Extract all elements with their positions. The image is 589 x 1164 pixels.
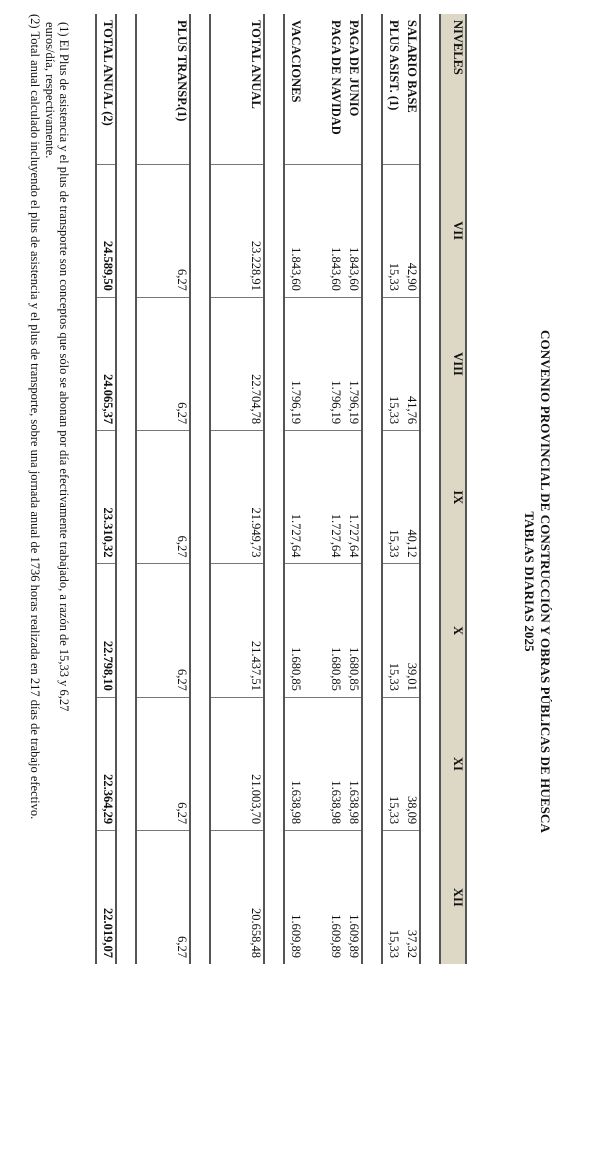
cell-value: 21.949,73 bbox=[210, 431, 264, 564]
table-row bbox=[401, 14, 420, 964]
cell-value: 1.609,89 bbox=[343, 831, 362, 964]
header-level-ix: IX bbox=[440, 431, 466, 564]
cell-value: 1.727,64 bbox=[343, 431, 362, 564]
row-label: PAGA DE NAVIDAD bbox=[329, 20, 343, 135]
cell-value: 37,32 bbox=[401, 831, 420, 964]
cell-value: 1.796,19 bbox=[284, 297, 303, 430]
spacer-row bbox=[116, 14, 136, 964]
cell-value: 24.589,50 bbox=[96, 164, 116, 297]
header-level-xii: XII bbox=[440, 831, 466, 964]
row-label: PLUS ASIST. (1) bbox=[382, 14, 401, 164]
cell-value: 1.680,85 bbox=[303, 564, 343, 697]
cell-value: 6,27 bbox=[136, 297, 190, 430]
cell-value: 22.364,29 bbox=[96, 697, 116, 830]
table-row bbox=[136, 14, 190, 964]
cell-value: 15,33 bbox=[382, 164, 401, 297]
cell-value: 1.727,64 bbox=[284, 431, 303, 564]
table-row bbox=[303, 14, 343, 964]
row-label: VACACIONES bbox=[284, 14, 303, 164]
row-label: PLUS TRANSP.(1) bbox=[136, 14, 190, 164]
cell-value: 40,12 bbox=[401, 431, 420, 564]
spacer-row bbox=[264, 14, 284, 964]
footnote-2: (2) Total anual calculado incluyendo el plus de asistencia y el plus de transporte, sobre una jornada anual de 1736 horas realizada en 217 días de trabajo efectivo. bbox=[28, 14, 42, 820]
cell-value: 21.003,70 bbox=[210, 697, 264, 830]
cell-value: 6,27 bbox=[136, 697, 190, 830]
header-level-viii: VIII bbox=[440, 297, 466, 430]
cell-value: 1.680,85 bbox=[284, 564, 303, 697]
row-label: TOTAL ANUAL (2) bbox=[96, 14, 116, 164]
document-title: CONVENIO PROVINCIAL DE CONSTRUCCIÓN Y OBRAS PÚBLICAS DE HUESCA bbox=[538, 330, 553, 833]
spacer-row bbox=[190, 14, 210, 964]
cell-value: 1.843,60 bbox=[343, 164, 362, 297]
cell-value: 6,27 bbox=[136, 831, 190, 964]
cell-value: 23.310,32 bbox=[96, 431, 116, 564]
cell-value: 1.638,98 bbox=[343, 697, 362, 830]
cell-value: 23.228,91 bbox=[210, 164, 264, 297]
cell-value: 6,27 bbox=[136, 431, 190, 564]
cell-value: 1.796,19 bbox=[343, 297, 362, 430]
table-row bbox=[284, 14, 303, 964]
footnotes bbox=[27, 14, 71, 1164]
header-level-x: X bbox=[440, 564, 466, 697]
cell-value: 1.843,60 bbox=[303, 164, 343, 297]
cell-value: 1.796,19 bbox=[303, 297, 343, 430]
cell-value: 15,33 bbox=[382, 564, 401, 697]
cell-value: 1.638,98 bbox=[284, 697, 303, 830]
table-row bbox=[343, 14, 362, 964]
spacer-row bbox=[420, 14, 440, 964]
table-header-row bbox=[440, 14, 466, 964]
table-row-total bbox=[96, 14, 116, 964]
cell-value: 15,33 bbox=[382, 431, 401, 564]
cell-value: 24.065,37 bbox=[96, 297, 116, 430]
cell-value: 42,90 bbox=[401, 164, 420, 297]
cell-value: 22.798,10 bbox=[96, 564, 116, 697]
cell-value: 15,33 bbox=[382, 297, 401, 430]
row-label: PAGA DE JUNIO bbox=[347, 20, 361, 117]
cell-value: 41,76 bbox=[401, 297, 420, 430]
spacer-row bbox=[362, 14, 382, 964]
cell-value: 1.638,98 bbox=[303, 697, 343, 830]
cell-value: 15,33 bbox=[382, 697, 401, 830]
cell-value: 1.609,89 bbox=[303, 831, 343, 964]
row-label: TOTAL ANUAL bbox=[210, 14, 264, 164]
cell-value: 6,27 bbox=[136, 164, 190, 297]
cell-value: 1.843,60 bbox=[284, 164, 303, 297]
header-level-xi: XI bbox=[440, 697, 466, 830]
cell-value: 15,33 bbox=[382, 831, 401, 964]
cell-value: 38,09 bbox=[401, 697, 420, 830]
header-niveles: NIVELES bbox=[440, 14, 466, 164]
cell-value: 1.609,89 bbox=[284, 831, 303, 964]
document-subtitle: TABLAS DIARIAS 2025 bbox=[522, 511, 537, 652]
cell-value: 39,01 bbox=[401, 564, 420, 697]
row-label: SALARIO BASE bbox=[405, 20, 419, 113]
cell-value: 21.437,51 bbox=[210, 564, 264, 697]
cell-value: 6,27 bbox=[136, 564, 190, 697]
header-level-vii: VII bbox=[440, 164, 466, 297]
footnote-1: (1) El Plus de asistencia y el plus de transporte son conceptos que sólo se abonan por día efectivamente trabajado, a razón de 15,33 y 6,27 euros/día, respectivamente. bbox=[43, 22, 71, 712]
cell-value: 22.019,07 bbox=[96, 831, 116, 964]
cell-value: 1.727,64 bbox=[303, 431, 343, 564]
table-row bbox=[210, 14, 264, 964]
cell-value: 1.680,85 bbox=[343, 564, 362, 697]
table-row bbox=[382, 14, 401, 964]
salary-table bbox=[95, 14, 467, 964]
cell-value: 20.658,48 bbox=[210, 831, 264, 964]
cell-value: 22.704,78 bbox=[210, 297, 264, 430]
